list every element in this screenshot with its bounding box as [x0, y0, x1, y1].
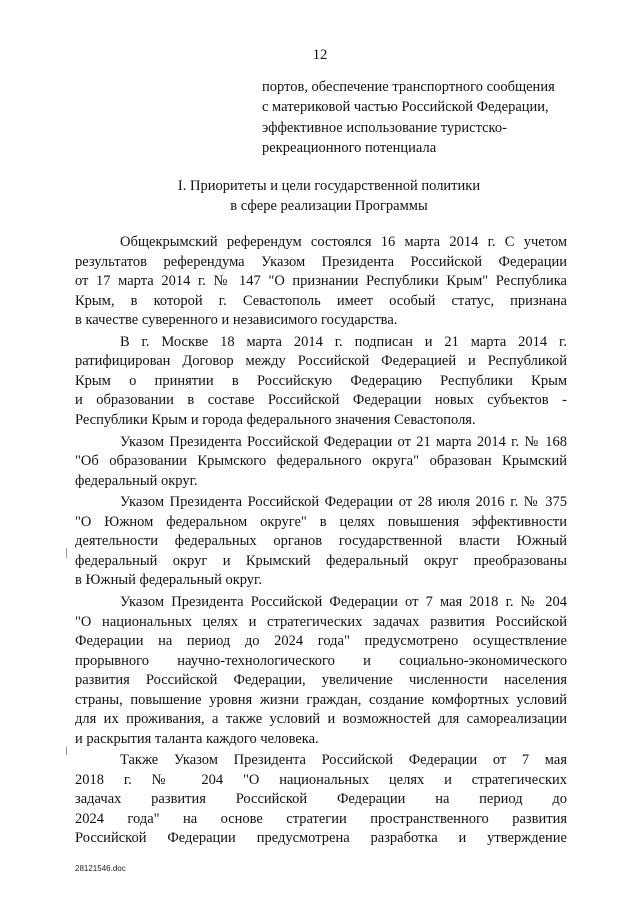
paragraph-line: 2024 года" на основе стратегии пространственного развития [75, 810, 567, 827]
footer-file-name: 28121546.doc [75, 864, 126, 873]
paragraph-southern-district [75, 493, 567, 591]
paragraph-line: Указом Президента Российской Федерации от 7 мая 2018 г. № 204 [120, 594, 567, 611]
paragraph-line: Также Указом Президента Российской Федерации от 7 мая [120, 752, 567, 769]
section-heading-line: в сфере реализации Программы [230, 198, 428, 214]
paragraph-line: Федерации на период до 2024 года" предусмотрено осуществление [75, 633, 567, 650]
paragraph-line: В г. Москве 18 марта 2014 г. подписан и 21 марта 2014 г. [120, 333, 567, 350]
paragraph-line: Указом Президента Российской Федерации от 28 июля 2016 г. № 375 [120, 494, 567, 511]
paragraph-line: "Об образовании Крымского федерального округа" образован Крымский [75, 453, 567, 470]
paragraph-line: "О национальных целях и стратегических задачах развития Российской [75, 613, 567, 630]
scan-margin-mark [66, 548, 67, 558]
paragraph-line: Российской Федерации предусмотрена разработка и утверждение [75, 830, 567, 847]
paragraph-line: для их проживания, а также условий и возможностей для самореализации [75, 711, 567, 728]
scan-margin-mark [66, 747, 67, 755]
paragraph-line: в качестве суверенного и независимого государства. [75, 312, 398, 328]
paragraph-line: страны, повышение уровня жизни граждан, создание комфортных условий [75, 691, 567, 708]
paragraph-referendum [75, 233, 567, 331]
paragraph-spatial-strategy [75, 751, 567, 849]
paragraph-line: федеральный округ и Крымский федеральный округ преобразованы [75, 552, 567, 569]
paragraph-line: федеральный округ. [75, 472, 198, 489]
paragraph-line: развития Российской Федерации, увеличение численности населения [75, 672, 567, 689]
paragraph-treaty [75, 333, 567, 431]
continuation-text-block [262, 77, 592, 158]
page-number: 12 [312, 47, 328, 63]
continuation-line: эффективное использование туристско- [262, 119, 507, 136]
paragraph-line: 2018 г. № 204 "О национальных целях и стратегических [75, 771, 567, 788]
paragraph-line: и образовании в составе Российской Федерации новых субъектов - [75, 392, 567, 409]
paragraph-line: результатов референдума Указом Президента Российской Федерации [75, 253, 567, 270]
paragraph-national-goals [75, 593, 567, 749]
paragraph-line: Общекрымский референдум состоялся 16 марта 2014 г. С учетом [120, 234, 567, 250]
paragraph-line: деятельности федеральных органов государственной власти Южный [75, 533, 567, 550]
paragraph-line: и раскрытия таланта каждого человека. [75, 730, 319, 747]
body-text [75, 233, 567, 851]
section-heading-line: I. Приоритеты и цели государственной политики [177, 178, 481, 194]
paragraph-line: Крым о принятии в Российскую Федерацию Республики Крым [75, 372, 567, 389]
paragraph-line: Указом Президента Российской Федерации от 21 марта 2014 г. № 168 [120, 433, 567, 450]
continuation-line: портов, обеспечение транспортного сообщения [262, 79, 555, 95]
paragraph-line: задачах развития Российской Федерации на период до [75, 791, 567, 808]
paragraph-line: Крым, в которой г. Севастополь имеет особый статус, признана [75, 292, 567, 309]
paragraph-line: прорывного научно-технологического и социально-экономического [75, 652, 567, 669]
paragraph-line: Республики Крым и города федерального значения Севастополя. [75, 411, 476, 428]
paragraph-crimean-district [75, 433, 567, 492]
continuation-line: рекреационного потенциала [262, 139, 437, 156]
continuation-line: с материковой частью Российской Федерации, [262, 99, 549, 116]
paragraph-line: ратифицирован Договор между Российской Федерацией и Республикой [75, 353, 567, 370]
section-heading [75, 176, 583, 216]
paragraph-line: в Южный федеральный округ. [75, 572, 262, 589]
paragraph-line: от 17 марта 2014 г. № 147 "О признании Республики Крым" Республика [75, 273, 567, 289]
paragraph-line: "О Южном федеральном округе" в целях повышения эффективности [75, 513, 567, 530]
